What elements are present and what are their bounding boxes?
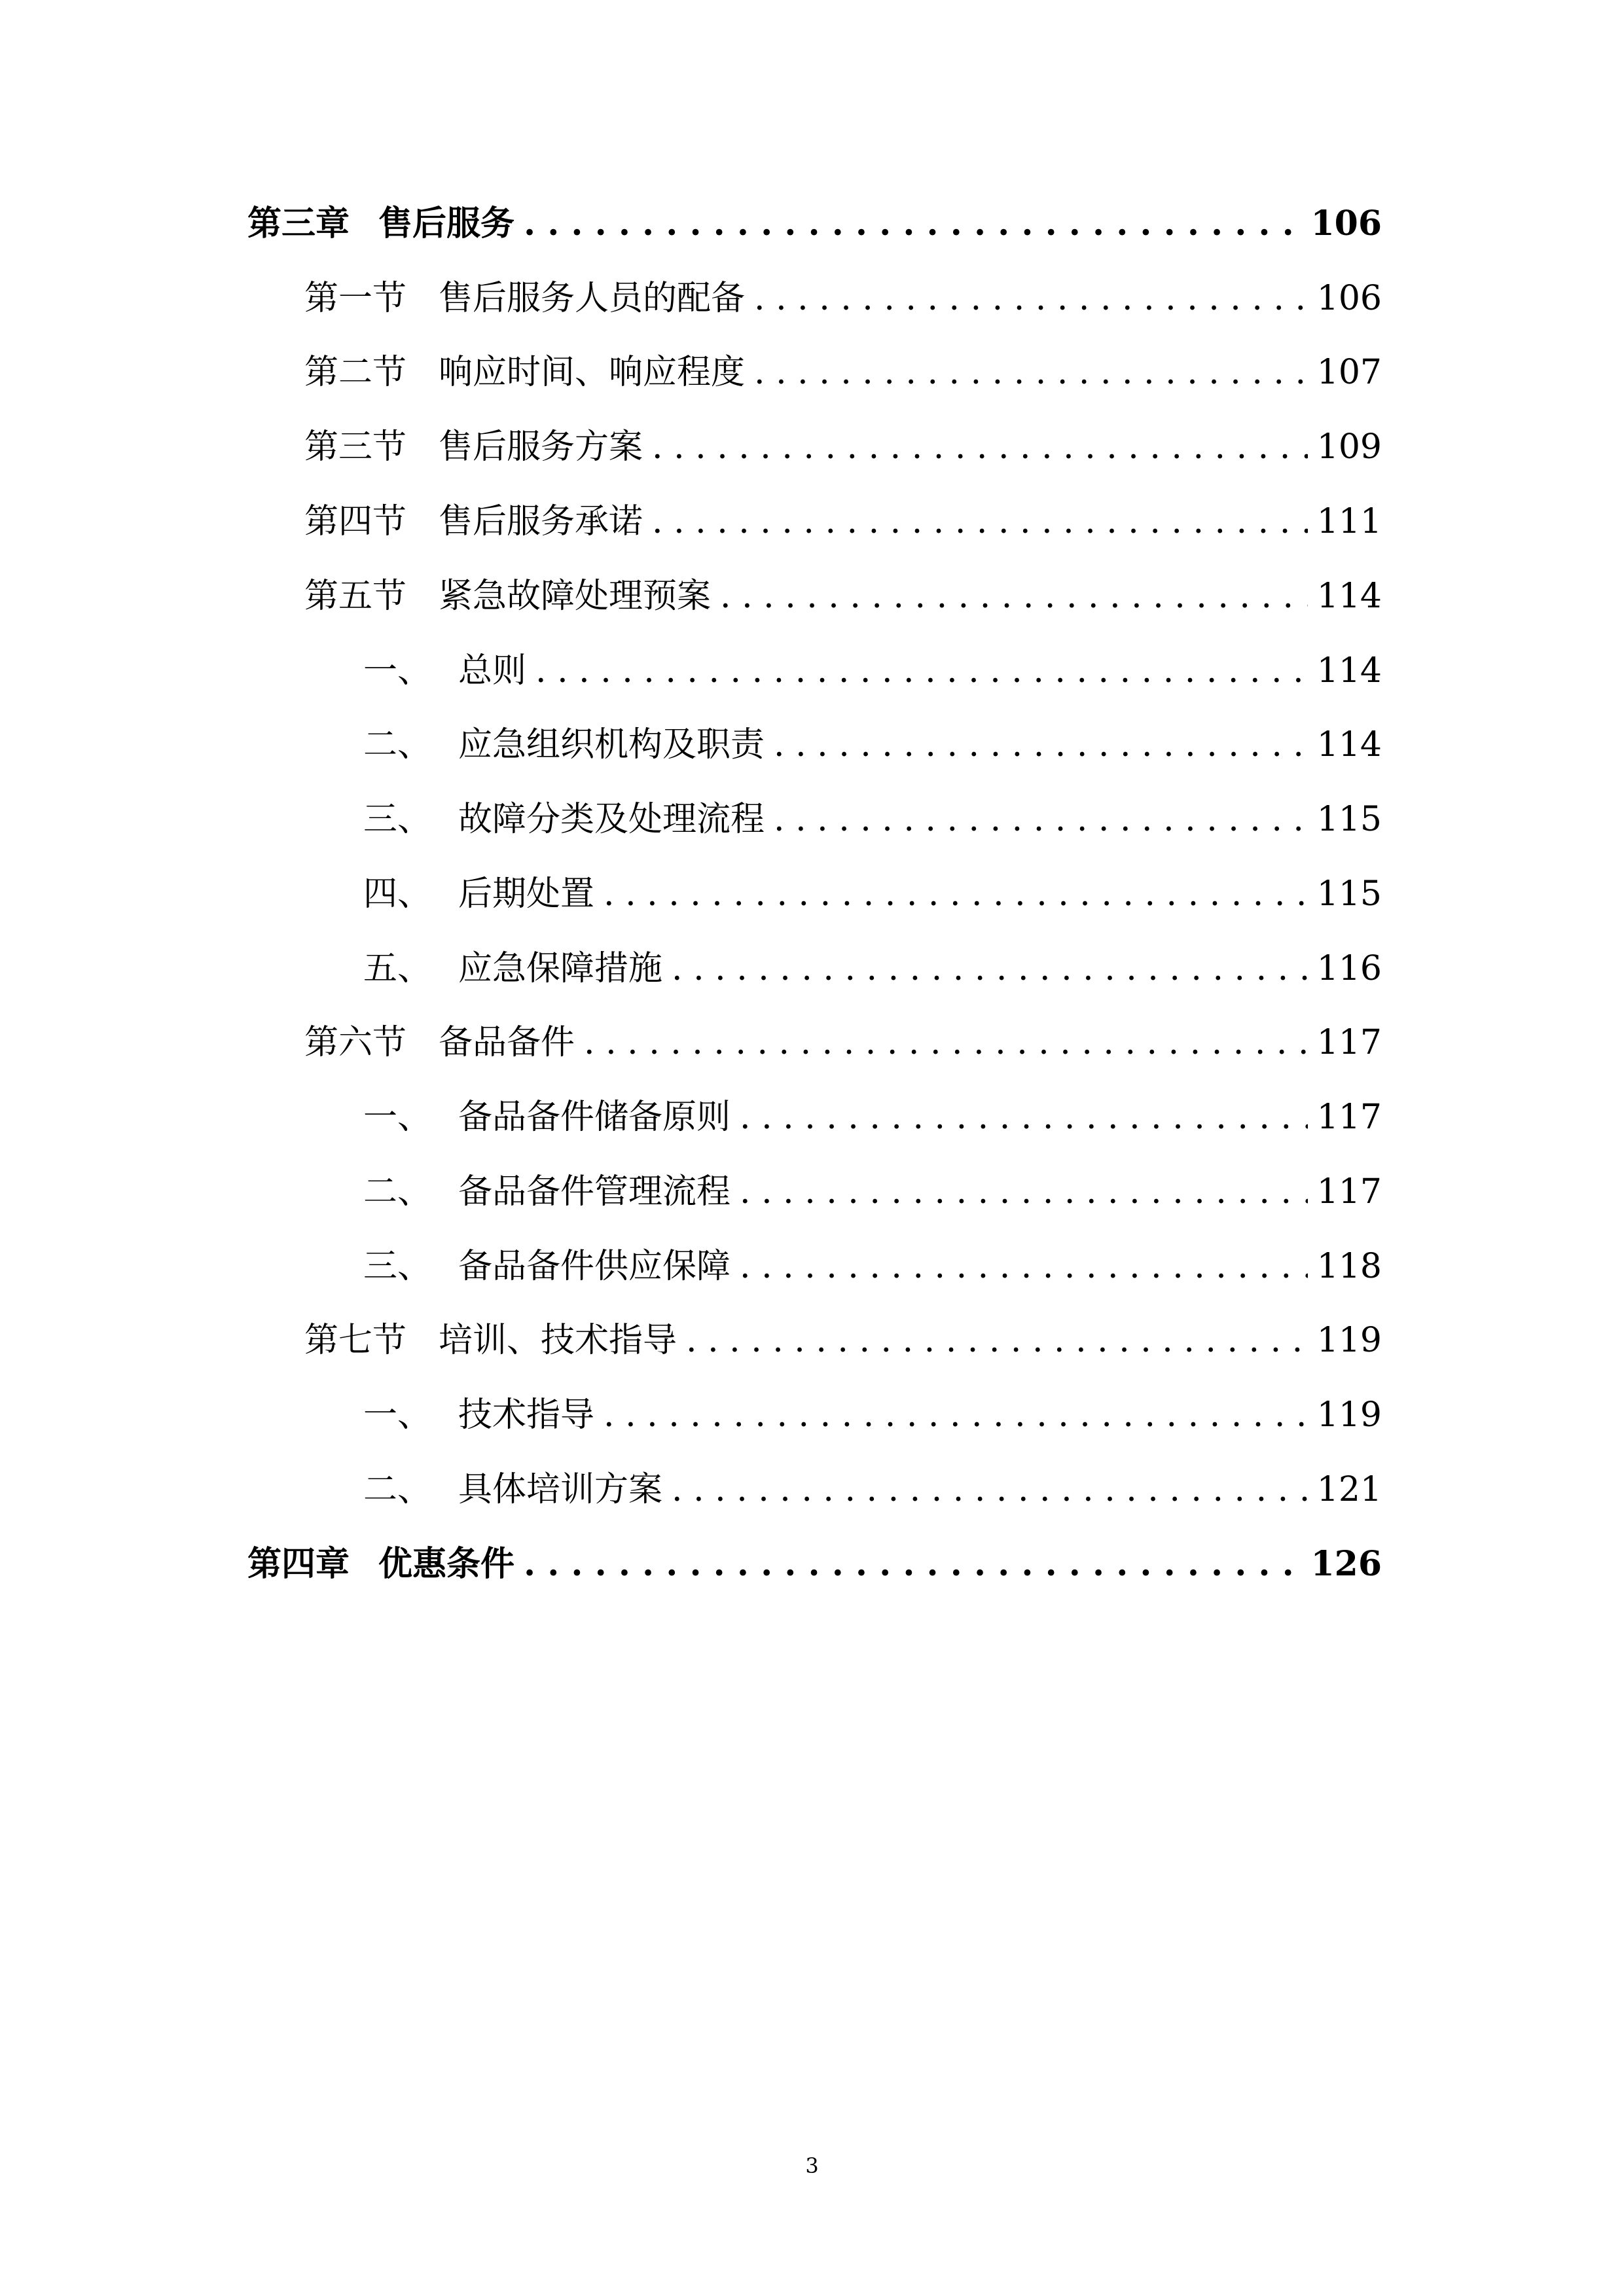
toc-leader [774,796,1308,843]
toc-leader [652,498,1308,545]
toc-leader [524,200,1301,247]
toc-title: 优惠条件 [378,1544,515,1584]
toc-entry-subsection[interactable] [363,647,1382,694]
toc-page-number: 119 [1316,1395,1382,1435]
toc-title: 响应时间、响应程度 [439,353,746,392]
toc-leader [604,870,1308,918]
footer-page-number: 3 [805,2153,819,2178]
toc-number: 一、 [363,651,432,691]
toc-number: 第六节 [304,1023,407,1062]
toc-page-number: 106 [1316,279,1382,318]
toc-entry-subsection[interactable] [363,1168,1382,1215]
toc-title: 应急保障措施 [458,949,663,988]
toc-title: 故障分类及处理流程 [458,800,765,839]
toc-page-number: 106 [1310,204,1382,243]
toc-number: 五、 [363,949,432,988]
toc-number: 四、 [363,874,432,914]
toc-entry-subsection[interactable] [363,796,1382,843]
toc-number: 第四节 [304,502,407,541]
toc-page-number: 115 [1316,800,1382,839]
toc-title: 售后服务方案 [439,427,643,467]
toc-title: 应急组织机构及职责 [458,725,765,764]
toc-number: 第一节 [304,279,407,318]
toc-leader [652,423,1308,471]
toc-leader [720,573,1308,620]
toc-title: 总则 [458,651,527,691]
toc-entry-section[interactable] [304,498,1382,545]
toc-number: 二、 [363,1470,432,1509]
toc-entry-subsection[interactable] [363,945,1382,992]
toc-title: 紧急故障处理预案 [439,577,712,616]
toc-number: 一、 [363,1098,432,1137]
toc-page-number: 116 [1316,949,1382,988]
toc-page-number: 117 [1316,1023,1382,1062]
toc-title: 后期处置 [458,874,595,914]
toc-entry-section[interactable] [304,349,1382,396]
toc-title: 备品备件储备原则 [458,1098,731,1137]
toc-entry-chapter[interactable] [247,1541,1382,1588]
toc-leader [774,721,1308,768]
toc-number: 一、 [363,1395,432,1435]
toc-entry-subsection[interactable] [363,721,1382,768]
toc-leader [604,1391,1308,1439]
toc-title: 技术指导 [458,1395,595,1435]
toc-leader [740,1094,1308,1141]
toc-leader [686,1317,1308,1364]
toc-number: 第二节 [304,353,407,392]
toc-page-number: 107 [1316,353,1382,392]
toc-title: 售后服务 [378,204,515,243]
toc-entry-subsection[interactable] [363,1243,1382,1290]
toc-number: 第三节 [304,427,407,467]
toc-title: 售后服务人员的配备 [439,279,746,318]
toc-leader [754,275,1308,322]
toc-entry-subsection[interactable] [363,1094,1382,1141]
toc-page-number: 126 [1310,1544,1382,1584]
toc-leader [740,1168,1308,1215]
toc-leader [535,647,1308,694]
toc-page-number: 119 [1316,1321,1382,1360]
toc-number: 三、 [363,800,432,839]
toc-page-number: 111 [1316,502,1382,541]
toc-page-number: 117 [1316,1098,1382,1137]
toc-leader [524,1541,1301,1588]
toc-page-number: 117 [1316,1172,1382,1211]
toc-entry-subsection[interactable] [363,1391,1382,1439]
toc-page-number: 114 [1316,577,1382,616]
toc-entry-section[interactable] [304,1019,1382,1066]
toc-title: 具体培训方案 [458,1470,663,1509]
toc-entry-chapter[interactable] [247,200,1382,247]
toc-page-number: 109 [1316,427,1382,467]
toc-page-number: 114 [1316,651,1382,691]
toc-entry-section[interactable] [304,573,1382,620]
toc-title: 备品备件管理流程 [458,1172,731,1211]
toc-leader [672,945,1308,992]
toc-leader [672,1466,1308,1513]
toc-title: 备品备件供应保障 [458,1247,731,1286]
toc-entry-section[interactable] [304,1317,1382,1364]
toc-page-number: 114 [1316,725,1382,764]
toc-number: 第三章 [247,204,350,243]
toc-number: 第五节 [304,577,407,616]
toc-entry-section[interactable] [304,275,1382,322]
toc-number: 二、 [363,725,432,764]
toc-number: 第四章 [247,1544,350,1584]
toc-title: 售后服务承诺 [439,502,643,541]
toc-page-number: 115 [1316,874,1382,914]
toc-page-number: 121 [1316,1470,1382,1509]
toc-entry-subsection[interactable] [363,1466,1382,1513]
toc-page-number: 118 [1316,1247,1382,1286]
toc-title: 培训、技术指导 [439,1321,677,1360]
toc-number: 第七节 [304,1321,407,1360]
toc-leader [754,349,1308,396]
toc-title: 备品备件 [439,1023,575,1062]
toc-entry-subsection[interactable] [363,870,1382,918]
toc-number: 二、 [363,1172,432,1211]
toc-entry-section[interactable] [304,423,1382,471]
toc-number: 三、 [363,1247,432,1286]
toc-leader [740,1243,1308,1290]
toc-leader [584,1019,1308,1066]
